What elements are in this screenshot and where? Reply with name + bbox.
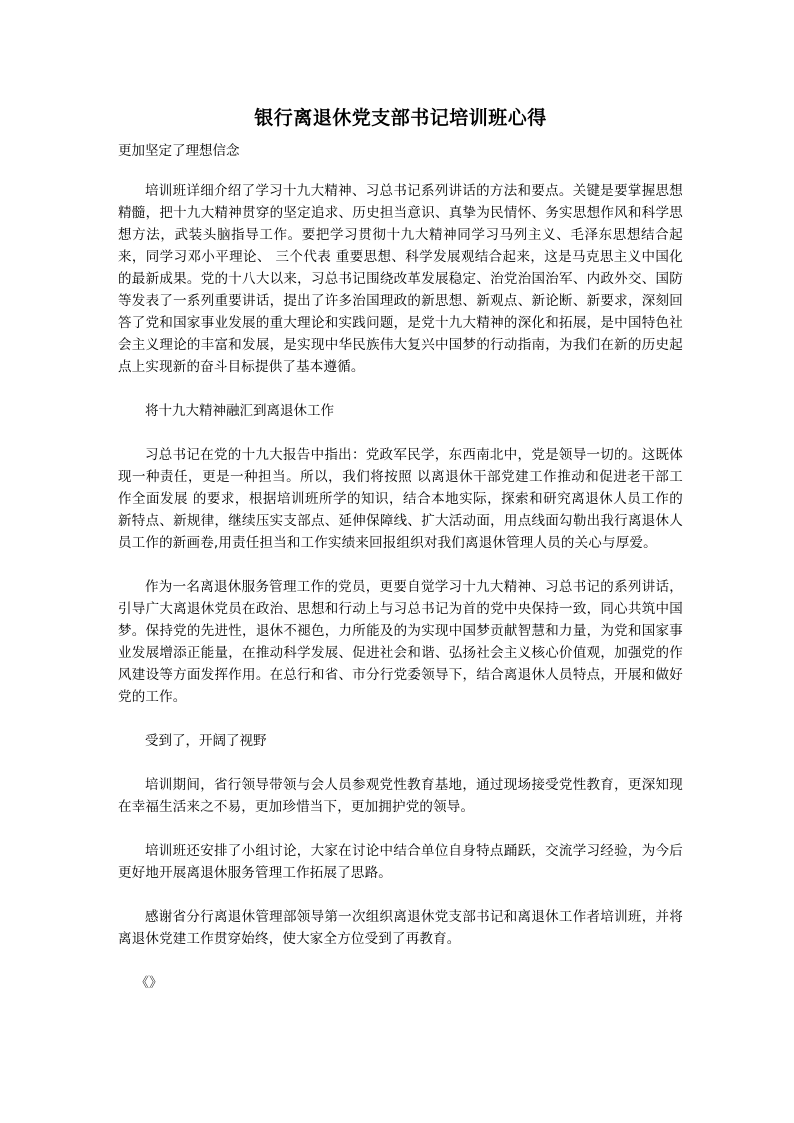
section-heading: 受到了，开阔了视野 <box>145 733 267 749</box>
document-title: 银行离退休党支部书记培训班心得 <box>254 107 547 129</box>
footer-mark: 《》 <box>135 975 163 991</box>
document-body <box>118 180 683 994</box>
body-paragraph: 感谢省分行离退休管理部领导第一次组织离退休党支部书记和离退休工作者培训班，并将离退休党建工作贯穿始终，使大家全方位受到了再教育。 <box>118 909 683 947</box>
document-page <box>118 0 683 1123</box>
body-paragraph: 作为一名离退休服务管理工作的党员，更要自觉学习十九大精神、习总书记的系列讲话，引导广大离退休党员在政治、思想和行动上与习总书记为首的党中央保持一致，同心共筑中国梦。保持党的先进性，退休不褪色，力所能及的为实现中国梦贡献智慧和力量，为党和国家事业发展增添正能量，在推动科学发展、促进社会和谐、弘扬社会主义核心价值观，加强党的作风建设等方面发挥作用。在总行和省、市分行党委领导下，结合离退休人员特点，开展和做好党的工作。 <box>118 579 683 705</box>
document-subtitle: 更加坚定了理想信念 <box>118 143 240 159</box>
body-paragraph: 习总书记在党的十九大报告中指出：党政军民学，东西南北中，党是领导一切的。这既体现一种责任，更是一种担当。所以，我们将按照 以离退休干部党建工作推动和促进老干部工作全面发展 的要求，根据培训班所学的知识，结合本地实际，探索和研究离退休人员工作的新特点、新规律，继续压实支部点、延伸保障线、扩大活动面，用点线面勾勒出我行离退休人员工作的新画卷,用责任担当和工作实绩来回报组织对我们离退休管理人员的关心与厚爱。 <box>118 447 683 551</box>
body-paragraph: 培训期间，省行领导带领与会人员参观党性教育基地，通过现场接受党性教育，更深知现在幸福生活来之不易，更加珍惜当下，更加拥护党的领导。 <box>118 777 683 815</box>
body-paragraph: 培训班详细介绍了学习十九大精神、习总书记系列讲话的方法和要点。关键是要掌握思想精髓，把十九大精神贯穿的坚定追求、历史担当意识、真挚为民情怀、务实思想作风和科学思想方法，武装头脑指导工作。要把学习贯彻十九大精神同学习马列主义、毛泽东思想结合起来，同学习邓小平理论、 三个代表 重要思想、科学发展观结合起来，这是马克思主义中国化的最新成果。党的十八大以来，习总书记围绕改革发展稳定、治党治国治军、内政外交、国防等发表了一系列重要讲话，提出了许多治国理政的新思想、新观点、新论断、新要求，深刻回答了党和国家事业发展的重大理论和实践问题，是党十九大精神的深化和拓展，是中国特色社会主义理论的丰富和发展，是实现中华民族伟大复兴中国梦的行动指南，为我们在新的历史起点上实现新的奋斗目标提供了基本遵循。 <box>118 183 683 375</box>
body-paragraph: 培训班还安排了小组讨论，大家在讨论中结合单位自身特点踊跃，交流学习经验，为今后更好地开展离退休服务管理工作拓展了思路。 <box>118 843 683 881</box>
section-heading: 将十九大精神融汇到离退休工作 <box>145 403 334 419</box>
